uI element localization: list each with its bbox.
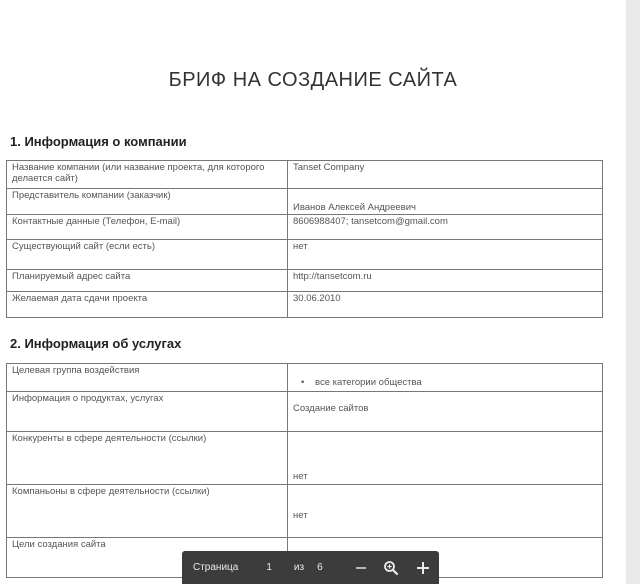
plus-icon: [416, 561, 430, 575]
row-value: нет: [288, 240, 603, 270]
section-heading-company: 1. Информация о компании: [10, 134, 187, 149]
zoom-out-button[interactable]: [351, 558, 371, 578]
row-value: нет: [288, 432, 603, 485]
row-value: нет: [288, 485, 603, 538]
table-row: [7, 189, 603, 215]
row-label: Цели создания сайта: [7, 538, 288, 578]
table-row: [7, 161, 603, 189]
row-value: [288, 364, 603, 392]
row-value: Иванов Алексей Андреевич: [288, 189, 603, 215]
row-label: Контактные данные (Телефон, E-mail): [7, 215, 288, 240]
total-pages: 6: [317, 562, 323, 573]
row-value: Создание сайтов: [288, 392, 603, 432]
row-value: http://tansetcom.ru: [288, 270, 603, 292]
magnifier-icon: [383, 560, 399, 576]
document-title: БРИФ НА СОЗДАНИЕ САЙТА: [168, 69, 458, 91]
row-label: Информация о продуктах, услугах: [7, 392, 288, 432]
table-row: [7, 270, 603, 292]
minus-icon: [354, 561, 368, 575]
row-label: Компаньоны в сфере деятельности (ссылки): [7, 485, 288, 538]
table-row: [7, 392, 603, 432]
row-label: Планируемый адрес сайта: [7, 270, 288, 292]
company-info-table: [6, 160, 603, 318]
table-row: [7, 215, 603, 240]
row-label: Конкуренты в сфере деятельности (ссылки): [7, 432, 288, 485]
row-value: Tanset Company: [288, 161, 603, 189]
row-label: Желаемая дата сдачи проекта: [7, 292, 288, 318]
row-value: 30.06.2010: [288, 292, 603, 318]
current-page-input[interactable]: 1: [266, 562, 272, 573]
section-heading-services: 2. Информация об услугах: [10, 336, 182, 351]
services-info-table: [6, 363, 603, 578]
bullet-list-item: • все категории общества: [293, 377, 597, 388]
page-label: Страница: [193, 562, 239, 573]
page-separator: из: [293, 562, 305, 573]
row-label: Целевая группа воздействия: [7, 364, 288, 392]
table-row: [7, 240, 603, 270]
table-row: [7, 432, 603, 485]
zoom-in-button[interactable]: [413, 558, 433, 578]
row-label: Название компании (или название проекта, для которого делается сайт): [7, 161, 288, 189]
row-value: 8606988407; tansetcom@gmail.com: [288, 215, 603, 240]
table-row: [7, 364, 603, 392]
table-row: [7, 485, 603, 538]
table-row: [7, 292, 603, 318]
row-label: Существующий сайт (если есть): [7, 240, 288, 270]
zoom-button[interactable]: [381, 558, 401, 578]
row-label: Представитель компании (заказчик): [7, 189, 288, 215]
viewer-toolbar: [182, 551, 439, 584]
